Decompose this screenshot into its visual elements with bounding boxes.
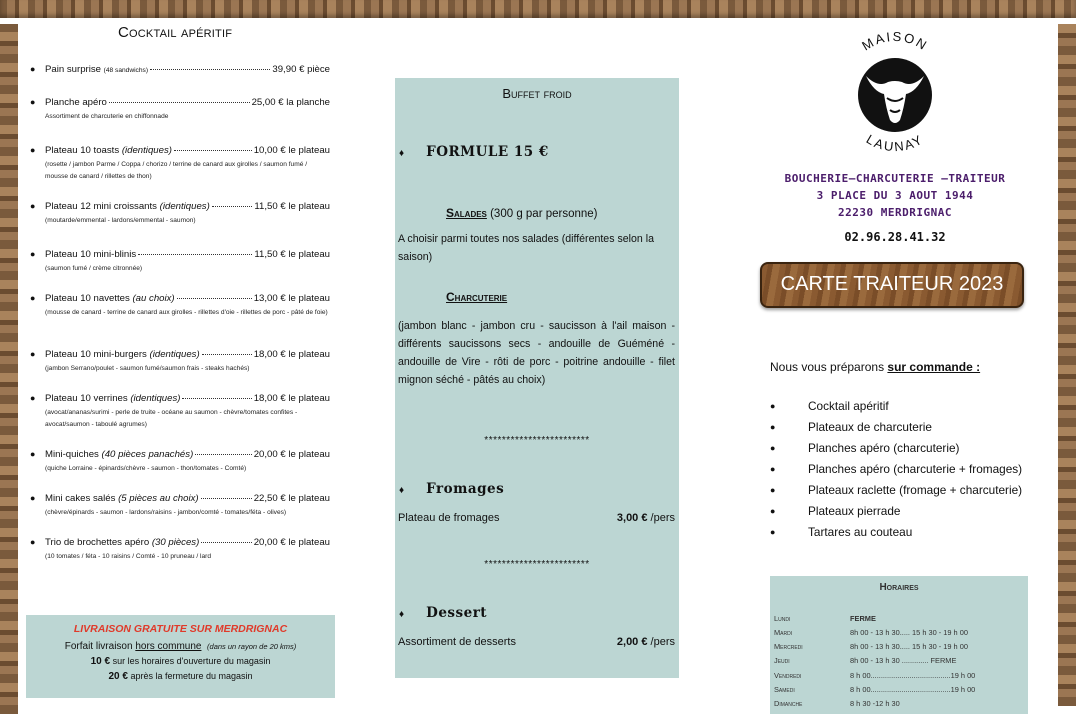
delivery-title: LIVRAISON GRATUITE SUR MERDRIGNAC: [73, 623, 288, 635]
shop-address: [760, 170, 1030, 221]
list-item: ● Plateau 10 mini-blinis 11,50 € le plateau (saumon fumé / crème citronnée): [30, 249, 330, 272]
hours-box: [770, 576, 1028, 714]
list-item: ● Plateaux pierrade: [770, 504, 901, 519]
list-item: ● Plateau 10 toasts (identiques) 10,00 € le plateau (rosette / jambon Parme / Coppa / chorizo / terrine de canard aux girolles / saumon fumé / mousse de canard / rillettes de thon): [30, 145, 330, 180]
hours-row: Mercredi 8h 00 - 13 h 30..... 15 h 30 - 19 h 00: [774, 642, 968, 651]
charcuterie-text: (jambon blanc - jambon cru - saucisson à l'ail maison - différents saucissons secs - andouille de Guéméné - andouille de Vire - rôti de porc - poitrine andouille - filet mignon séché - pâtés au choix): [398, 320, 675, 386]
shop-line1: BOUCHERIE—CHARCUTERIE –TRAITEUR: [784, 172, 1006, 185]
shop-line2: 3 PLACE DU 3 AOUT 1944: [816, 189, 974, 202]
bullet-icon: ●: [30, 493, 36, 503]
shop-line3: 22230 MERDRIGNAC: [838, 206, 952, 219]
hours-row: Mardi 8h 00 - 13 h 30..... 15 h 30 - 19 h 00: [774, 628, 968, 637]
diamond-icon: ♦: [399, 148, 405, 159]
charcuterie-heading: Charcuterie: [446, 290, 508, 304]
bullet-icon: ●: [770, 463, 776, 474]
bullet-icon: ●: [770, 484, 776, 495]
salades-heading: Salades (300 g par personne): [446, 206, 598, 220]
bullet-icon: ●: [770, 442, 776, 453]
wood-border-top: [0, 0, 1076, 18]
bullet-icon: ●: [30, 97, 36, 107]
fromages-row: Plateau de fromages 3,00 € /pers: [398, 512, 675, 524]
list-item: ● Plateaux de charcuterie: [770, 419, 932, 434]
wood-border-left: [0, 24, 18, 714]
list-item: ● Mini cakes salés (5 pièces au choix) 22,50 € le plateau (chèvre/épinards - saumon - lardons/raisins - jambon/comté - tomates/féta - olives): [30, 493, 330, 516]
hours-row: Lundi FERME: [774, 614, 876, 623]
list-item: ● Plateau 10 verrines (identiques) 18,00 € le plateau (avocat/ananas/surimi - perle de truite - océane au saumon - chèvre/tomates confites - avocat/saumon - taboulé agrumes): [30, 393, 330, 428]
hours-row: Jeudi 8h 00 - 13 h 30 ............. FERME: [774, 656, 957, 665]
svg-text:MAISON: [859, 30, 931, 54]
hours-row: Dimanche 8 h 30 -12 h 30: [774, 699, 900, 708]
hours-row: Vendredi 8 h 00.......................................19 h 00: [774, 671, 976, 680]
dessert-row: Assortiment de desserts 2,00 € /pers: [398, 636, 675, 648]
list-item: ● Tartares au couteau: [770, 525, 913, 540]
list-item: ● Pain surprise (48 sandwichs) 39,90 € pièce: [30, 64, 330, 75]
order-list: [770, 395, 1050, 543]
salades-text: A choisir parmi toutes nos salades (différentes selon la saison): [398, 233, 654, 263]
wood-border-right: [1058, 24, 1076, 706]
bullet-icon: ●: [770, 506, 776, 517]
bullet-icon: ●: [30, 293, 36, 303]
bullet-icon: ●: [30, 449, 36, 459]
list-item: ● Planche apéro 25,00 € la planche Assortiment de charcuterie en chiffonnade: [30, 97, 330, 120]
list-item: ● Plateau 12 mini croissants (identiques) 11,50 € le plateau (moutarde/emmental - lardons/emmental - saumon): [30, 201, 330, 224]
phone-number: 02.96.28.41.32: [844, 230, 946, 244]
bullet-icon: ●: [770, 421, 776, 432]
bullet-icon: ●: [30, 201, 36, 211]
diamond-icon: ♦: [399, 485, 405, 496]
hours-row: Samedi 8 h 00.......................................19 h 00: [774, 685, 976, 694]
separator: ************************: [484, 435, 590, 446]
delivery-box: [26, 615, 335, 698]
logo-bottom-text: LAUNAY: [863, 131, 927, 155]
list-item: ● Plateau 10 mini-burgers (identiques) 18,00 € le plateau (jambon Serrano/poulet - saumon fumé/saumon frais - steaks hachés): [30, 349, 330, 372]
bullet-icon: ●: [770, 527, 776, 538]
list-item: ● Trio de brochettes apéro (30 pièces) 20,00 € le plateau (10 tomates / féta - 10 raisins / Comté - 10 pruneau / lard: [30, 537, 330, 560]
bullet-icon: ●: [30, 64, 36, 74]
bullet-icon: ●: [30, 349, 36, 359]
list-item: ● Planches apéro (charcuterie): [770, 440, 960, 455]
svg-text:LAUNAY: [864, 131, 926, 154]
delivery-price-open: 10 € sur les horaires d'ouverture du magasin: [90, 656, 271, 667]
separator: ************************: [484, 559, 590, 570]
formule-heading: ♦ FORMULE 15 €: [399, 144, 549, 160]
buffet-title: Buffet froid: [502, 86, 572, 101]
buffet-panel: [395, 78, 679, 678]
carte-traiteur-banner: CARTE TRAITEUR 2023: [760, 262, 1024, 308]
delivery-price-closed: 20 € après la fermeture du magasin: [108, 671, 253, 682]
list-item: ● Planches apéro (charcuterie + fromages): [770, 461, 1023, 476]
order-intro: Nous vous préparons sur commande :: [770, 360, 981, 374]
dessert-heading: ♦ Dessert: [399, 605, 488, 621]
bullet-icon: ●: [30, 145, 36, 155]
list-item: ● Plateaux raclette (fromage + charcuterie): [770, 482, 1023, 497]
hours-title: Horaires: [879, 582, 919, 593]
logo-top-text: MAISON: [859, 30, 931, 54]
list-item: ● Cocktail apéritif: [770, 398, 889, 413]
bullet-icon: ●: [30, 537, 36, 547]
bullet-icon: ●: [770, 400, 776, 411]
cocktail-title: Cocktail apéritif: [118, 24, 233, 41]
list-item: ● Plateau 10 navettes (au choix) 13,00 € le plateau (mousse de canard - terrine de canard aux girolles - rillettes d'oie - rillettes de porc - pâté de foie): [30, 293, 330, 316]
list-item: ● Mini-quiches (40 pièces panachés) 20,00 € le plateau (quiche Lorraine - épinards/chèvre - saumon - thon/tomates - Comté): [30, 449, 330, 472]
maison-launay-logo: [830, 30, 960, 158]
bullet-icon: ●: [30, 393, 36, 403]
diamond-icon: ♦: [399, 609, 405, 620]
fromages-heading: ♦ Fromages: [399, 481, 505, 497]
bullet-icon: ●: [30, 249, 36, 259]
delivery-fee-line: Forfait livraison hors commune (dans un rayon de 20 kms): [64, 641, 297, 652]
